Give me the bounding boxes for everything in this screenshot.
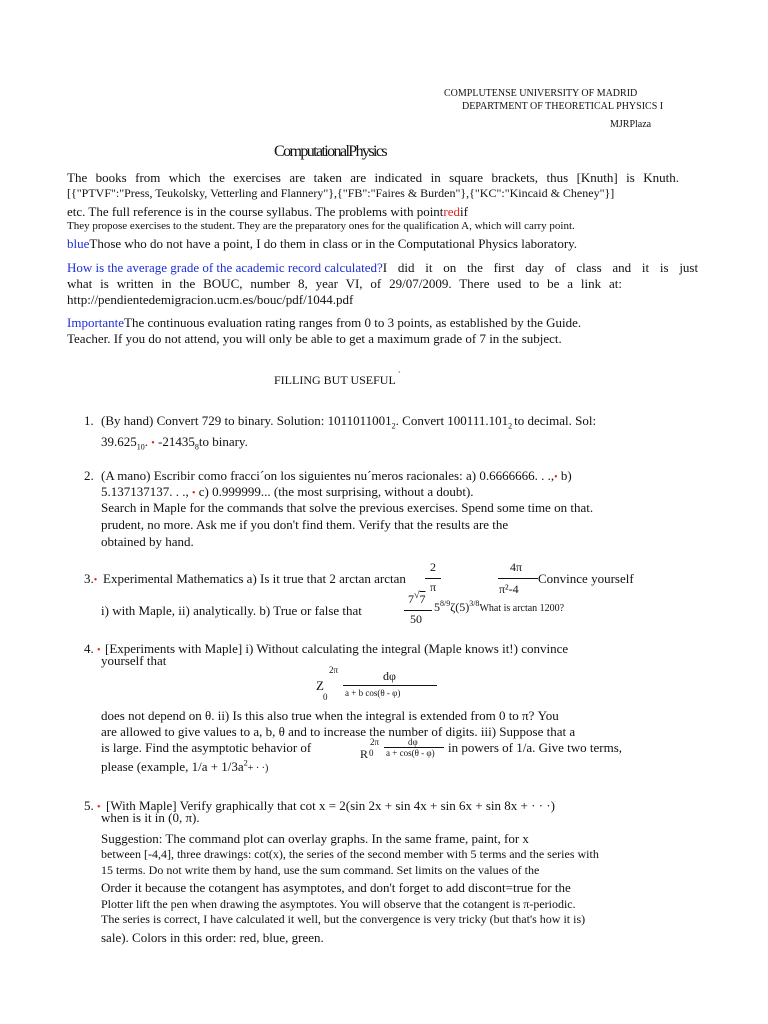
bullet-icon: • [554,472,558,483]
bullet-icon: • [192,488,196,499]
ex5-line-4: between [-4,4], three drawings: cot(x), the series of the second member with 5 terms and the series with [101,847,599,861]
grade-line-1: How is the average grade of the academic record calculated?I did it on the first day of class and it is just [67,260,699,275]
ex3-line-1: Experimental Mathematics a) Is it true that 2 arctan arctan [103,571,406,586]
ex4-line-5a: is large. Find the asymptotic behavior of [101,740,312,755]
blue-label: blue [67,236,90,251]
ex2-line-3: Search in Maple for the commands that solve the previous exercises. Spend some time on that. [101,500,594,515]
ex3-line-2: i) with Maple, ii) analytically. b) True or false that [101,603,362,618]
bullet-icon: • [151,438,155,449]
ex3-number: 3.• [84,571,98,586]
ex5-line-8: The series is correct, I have calculated it well, but the convergence is very tricky (but that's how it is) [101,912,586,926]
ex5-line-2: when is it in (0, π). [101,810,200,825]
integral2-numerator: dφ [408,737,418,747]
ex1-line-2: $39.625_{10}$. • $-21435_8to$ binary. [101,434,248,452]
ex1-number: 1. [84,413,94,428]
integral-upper-limit: 2π [329,665,339,675]
bullet-icon: • [97,802,101,813]
integral2-lower-limit: 0 [369,748,374,758]
integral-sign: Z [316,678,324,693]
author-name: MJRPlaza [610,119,652,130]
ex4-line-1: [Experiments with Maple] i) Without calculating the integral (Maple knows it!) convince [105,641,569,656]
ex2-number: 2. [84,468,94,483]
grade-line-2: what is written in the BOUC, number 8, year VI, of 29/07/2009. There used to be a link at: [67,276,622,291]
intro-line-1: The books from which the exercises are taken are indicated in square brackets, thus [Knuth] is Knuth. [67,170,679,185]
bouc-link[interactable]: http://pendientedemigracion.ucm.es/bouc/pdf/1044.pdf [67,292,354,307]
integral2-denominator: a + cos(θ - φ) [386,748,435,758]
ex2-line-5: obtained by hand. [101,534,194,549]
ex5-line-7: Plotter lift the pen when drawing the asymptotes. You will observe that the cotangent is π-periodic. [101,897,576,911]
ex5-line-1: [With Maple] Verify graphically that cot x = 2(sin 2x + sin 4x + sin 6x + sin 8x + · · ·) [106,798,555,813]
integral-numerator: dφ [383,669,396,683]
ex5-number: 5. • [84,798,101,813]
frac1-denominator: π [430,580,437,594]
ex4-number: 4. • [84,641,101,656]
ex1-line-1: (By hand) Convert 729 to binary. Solution: $1011011001_2$. Convert $100111.101_2$ to decimal. Sol: [101,413,597,431]
red-label: red [443,204,461,219]
bullet-icon: • [93,575,98,586]
university-name: COMPLUTENSE UNIVERSITY OF MADRID [444,88,638,99]
intro-line-3: etc. The full reference is in the course syllabus. The problems with pointredif [67,204,468,219]
important-line-2: Teacher. If you do not attend, you will only be able to get a maximum grade of 7 in the subject. [67,331,562,346]
ex3-expression: $5^{8/9}\zeta(5)^{3/8}What$ is arctan 1200? [434,599,565,614]
ex2-line-1: (A mano) Escribir como fracci´on los siguientes nu´meros racionales: a) 0.6666666. . .,• b) [101,468,572,483]
integral2-sign: R [360,747,369,761]
department-name: DEPARTMENT OF THEORETICAL PHYSICS I [462,101,664,112]
section-heading: FILLING BUT USEFUL ´ [274,370,401,387]
important-line-1: ImportanteThe continuous evaluation rating ranges from 0 to 3 points, as established by the Guide. [67,315,582,330]
integral2-upper-limit: 2π [370,737,380,747]
intro-line-2: [{"PTVF":"Press, Teukolsky, Vetterling and Flannery"},{"FB":"Faires & Burden"},{"KC":"Kincaid & Cheney"}] [67,186,615,200]
ex4-line-6: please (example, $1/a + 1/3a^2+$ · ·) [101,758,269,774]
ex5-line-6: Order it because the cotangent has asymptotes, and don't forget to add discont=true for the [101,880,571,895]
ex5-line-5: 15 terms. Do not write them by hand, use the sum command. Set limits on the values of the [101,863,540,877]
ex2-line-2: 5.137137137. . ., • c) 0.999999... (the most surprising, without a doubt). [101,484,474,499]
page-title: ComputationalPhysics [274,143,387,160]
intro-line-4: They propose exercises to the student. They are the preparatory ones for the qualification A, which will carry point. [67,220,575,232]
denominator-50: 50 [410,612,422,626]
grade-question-link[interactable]: How is the average grade of the academic record calculated? [67,260,383,275]
ex4-line-4: are allowed to give values to a, b, θ and to increase the number of digits. iii) Suppose that a [101,724,576,739]
ex3-convince: Convince yourself [538,571,634,586]
ex2-line-4: prudent, no more. Ask me if you don't find them. Verify that the results are the [101,517,509,532]
ex5-line-3: Suggestion: The command plot can overlay graphs. In the same frame, paint, for x [101,831,529,846]
frac2-denominator: π²-4 [499,582,519,596]
frac1-numerator: 2 [430,560,436,574]
integral-lower-limit: 0 [323,692,328,702]
bullet-icon: • [97,645,101,656]
ex5-line-9: sale). Colors in this order: red, blue, green. [101,930,324,945]
integral-denominator: a + b cos(θ - φ) [345,688,401,698]
intro-line-5: blueThose who do not have a point, I do them in class or in the Computational Physics laboratory. [67,236,578,251]
ex4-line-5b: in powers of 1/a. Give two terms, [448,740,623,755]
root-expression: 7√7 [408,590,426,606]
frac2-numerator: 4π [510,560,523,574]
ex4-line-3: does not depend on θ. ii) Is this also true when the integral is extended from 0 to π? You [101,708,559,723]
important-label: Importante [67,315,125,330]
ex4-line-2: yourself that [101,653,167,668]
